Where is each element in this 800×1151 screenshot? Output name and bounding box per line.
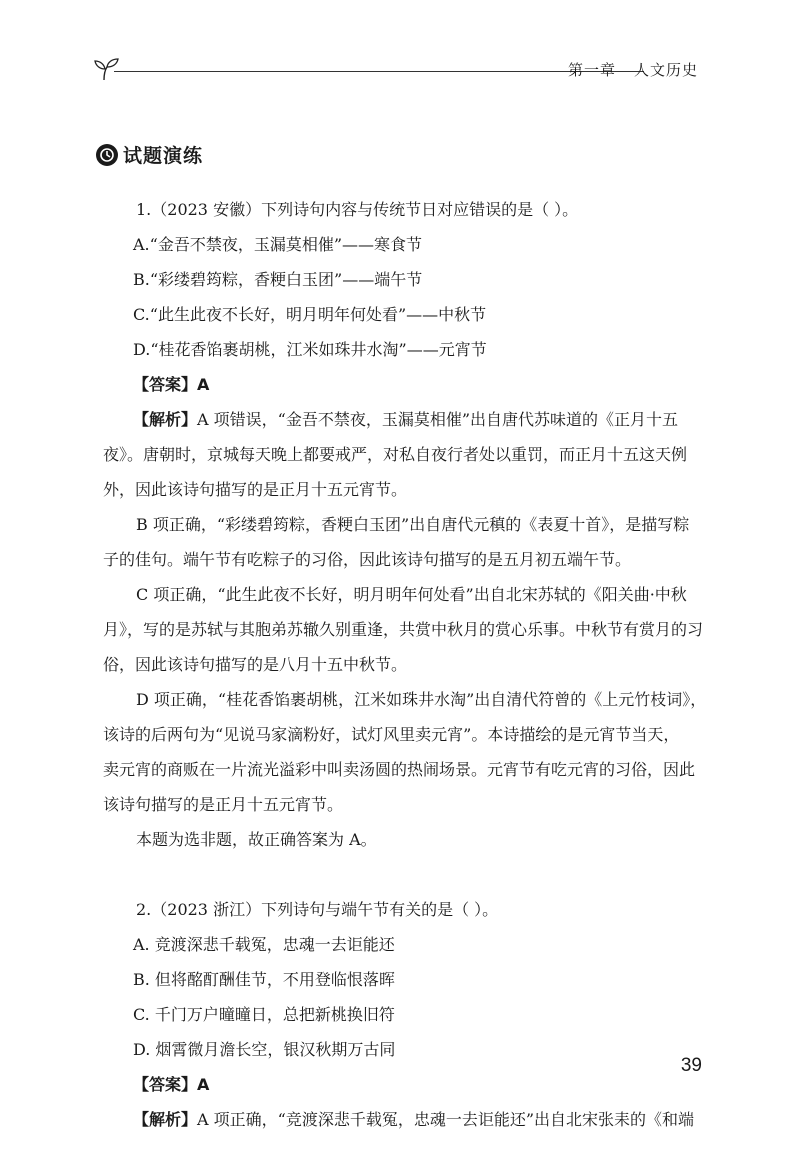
q1-stem: 1.（2023 安徽）下列诗句内容与传统节日对应错误的是（ ）。	[136, 200, 579, 219]
q1-para-b-line: 子的佳句。端午节有吃粽子的习俗，因此该诗句描写的是五月初五端午节。	[103, 550, 632, 569]
q1-para-c-line: C 项正确，“此生此夜不长好，明月明年何处看”出自北宋苏轼的《阳关曲·中秋	[136, 585, 687, 604]
page-number: 39	[680, 1055, 702, 1076]
header-rule	[114, 71, 644, 72]
analysis-text: A 项正确，“竞渡深悲千载冤，忠魂一去讵能还”出自北宋张耒的《和端	[197, 1110, 695, 1129]
q2-analysis-line	[103, 1102, 707, 1137]
analysis-label: 【解析】	[133, 410, 198, 429]
q2-option-d: D. 烟霄微月澹长空，银汉秋期万古同	[133, 1040, 396, 1059]
answer-value: A	[197, 375, 210, 394]
q2-option-c: C. 千门万户曈曈日，总把新桃换旧符	[133, 1005, 395, 1024]
q1-para-d-line: 该诗的后两句为“见说马家滴粉好，试灯风里卖元宵”。本诗描绘的是元宵节当天，	[103, 725, 680, 744]
q1-analysis-line: 夜》。唐朝时，京城每天晚上都要戒严，对私自夜行者处以重罚，而正月十五这天例	[103, 445, 688, 464]
q1-option-a: A.“金吾不禁夜，玉漏莫相催”——寒食节	[133, 235, 423, 254]
question-gap	[103, 857, 707, 892]
analysis-label: 【解析】	[133, 1110, 198, 1129]
sprout-icon	[92, 56, 120, 82]
q1-para-c-line: 月》，写的是苏轼与其胞弟苏辙久别重逢，共赏中秋月的赏心乐事。中秋节有赏月的习	[103, 620, 704, 639]
q1-para-d-line: 卖元宵的商贩在一片流光溢彩中叫卖汤圆的热闹场景。元宵节有吃元宵的习俗，因此	[103, 760, 696, 779]
answer-label: 【答案】	[133, 375, 198, 394]
running-header	[92, 54, 702, 86]
chapter-title: 人文历史	[633, 61, 698, 79]
q1-analysis-line: 外，因此该诗句描写的是正月十五元宵节。	[103, 480, 408, 499]
chapter-number: 第一章	[567, 61, 616, 79]
answer-label: 【答案】	[133, 1075, 198, 1094]
q1-para-d-line: D 项正确，“桂花香馅裹胡桃，江米如珠井水淘”出自清代符曾的《上元竹枝词》，	[136, 690, 707, 709]
q2-option-a: A. 竞渡深悲千载冤，忠魂一去讵能还	[133, 935, 395, 954]
q1-option-c: C.“此生此夜不长好，明月明年何处看”——中秋节	[133, 305, 487, 324]
section-heading	[96, 141, 203, 168]
q2-option-b: B. 但将酩酊酬佳节，不用登临恨落晖	[133, 970, 395, 989]
chapter-heading	[568, 59, 698, 80]
q2-stem: 2.（2023 浙江）下列诗句与端午节有关的是（ ）。	[136, 900, 499, 919]
q1-analysis-line	[103, 402, 707, 437]
answer-value: A	[197, 1075, 210, 1094]
exercise-content	[103, 192, 707, 1137]
q1-option-b: B.“彩缕碧筠粽，香粳白玉团”——端午节	[133, 270, 423, 289]
q1-answer	[103, 367, 707, 402]
q1-para-d-line: 该诗句描写的是正月十五元宵节。	[103, 795, 344, 814]
q1-conclusion: 本题为选非题，故正确答案为 A。	[136, 830, 377, 849]
analysis-text: A 项错误，“金吾不禁夜，玉漏莫相催”出自唐代苏味道的《正月十五	[197, 410, 679, 429]
q2-answer	[103, 1067, 707, 1102]
section-title: 试题演练	[123, 145, 204, 167]
clock-badge-icon	[96, 144, 118, 166]
q1-para-c-line: 俗，因此该诗句描写的是八月十五中秋节。	[103, 655, 408, 674]
q1-para-b-line: B 项正确，“彩缕碧筠粽，香粳白玉团”出自唐代元稹的《表夏十首》，是描写粽	[136, 515, 690, 534]
q1-option-d: D.“桂花香馅裹胡桃，江米如珠井水淘”——元宵节	[133, 340, 487, 359]
